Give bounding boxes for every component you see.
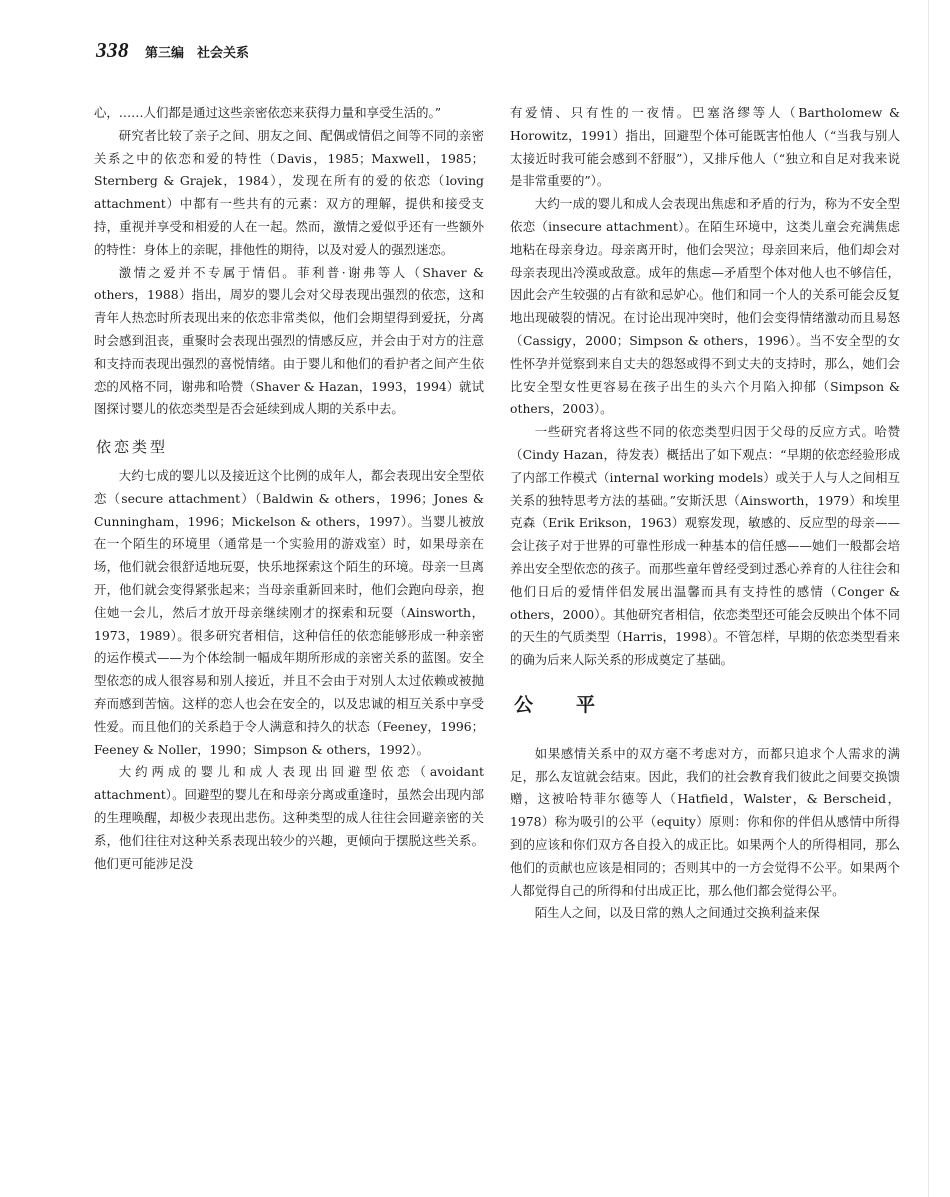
part-title: 第三编 社会关系 xyxy=(145,46,250,61)
section-heading-attachment-styles: 依恋类型 xyxy=(96,438,169,457)
section-heading-equity: 公 平 xyxy=(514,693,608,716)
paragraph: 陌生人之间，以及日常的熟人之间通过交换利益来保 xyxy=(534,905,820,921)
page-edge-rule xyxy=(928,0,929,1197)
paragraph: 大约两成的婴儿和成人表现出回避型依恋（avoidant attachment）。回避型的婴儿在和母亲分离或重逢时，虽然会出现内部的生理唤醒，却极少表现出悲伤。这种类型的成人往往会回避亲密的关系，他们往往对这种关系表现出较少的兴趣，更倾向于摆脱这些关系。他们更可能涉足没 xyxy=(94,764,484,871)
running-header xyxy=(96,38,249,63)
paragraph: 激情之爱并不专属于情侣。菲利普·谢弗等人（Shaver & others，1988）指出，周岁的婴儿会对父母表现出强烈的依恋，这和青年人热恋时所表现出来的依恋非常类似，他们会期望得到爱抚，分离时会感到沮丧，重聚时会表现出强烈的情感反应，并会由于对方的注意和支持而表现出强烈的喜悦情绪。由于婴儿和他们的看护者之间产生依恋的风格不同，谢弗和哈赞（Shaver & Hazan，1993，1994）就试图探讨婴儿的依恋类型是否会延续到成人期的关系中去。 xyxy=(94,264,484,417)
left-column xyxy=(94,102,484,875)
paragraph: 大约七成的婴儿以及接近这个比例的成年人，都会表现出安全型依恋（secure attachment）（Baldwin & others，1996；Jones & Cunningham，1996；Mickelson & others，1997）。当婴儿被放在一个陌生的环境里（通常是一个实验用的游戏室）时，如果母亲在场，他们就会很舒适地玩耍，快乐地探索这个陌生的环境。母亲一旦离开，他们就会变得紧张起来；当母亲重新回来时，他们会跑向母亲，抱住她一会儿，然后才放开母亲继续刚才的探索和玩耍（Ainsworth，1973，1989）。很多研究者相信，这种信任的依恋能够形成一种亲密的运作模式——为个体绘制一幅成年期所形成的亲密关系的蓝图。安全型依恋的成人很容易和别人接近，并且不会由于对别人太过依赖或被抛弃而感到苦恼。这样的恋人也会在安全的，以及忠诚的相互关系中享受性爱。而且他们的关系趋于令人满意和持久的状态（Feeney，1996；Feeney & Noller，1990；Simpson & others，1992）。 xyxy=(94,467,484,757)
paragraph: 心，……人们都是通过这些亲密依恋来获得力量和享受生活的。” xyxy=(94,105,442,120)
right-column xyxy=(510,102,900,925)
paragraph: 一些研究者将这些不同的依恋类型归因于父母的反应方式。哈赞（Cindy Hazan，待发表）概括出了如下观点：“早期的依恋经验形成了内部工作模式（internal working models）或关于人与人之间相互关系的独特思考方法的基础。”安斯沃思（Ainsworth，1979）和埃里克森（Erik Erikson，1963）观察发现，敏感的、反应型的母亲——会让孩子对于世界的可靠性形成一种基本的信任感——她们一般都会培养出安全型依恋的孩子。而那些童年曾经受到过悉心养育的人往往会和他们日后的爱情伴侣发展出温馨而具有支持性的感情（Conger & others，2000）。其他研究者相信，依恋类型还可能会反映出个体不同的天生的气质类型（Harris，1998）。不管怎样，早期的依恋类型看来的确为后来人际关系的形成奠定了基础。 xyxy=(510,424,900,668)
page-number: 338 xyxy=(96,38,129,62)
paragraph: 有爱情、只有性的一夜情。巴塞洛缪等人（Bartholomew & Horowitz，1991）指出，回避型个体可能既害怕他人（“当我与别人太接近时我可能会感到不舒服”），又排斥他人（“独立和自足对我来说是非常重要的”）。 xyxy=(510,105,900,189)
paragraph: 如果感情关系中的双方毫不考虑对方，而都只追求个人需求的满足，那么友谊就会结束。因此，我们的社会教育我们彼此之间要交换馈赠，这被哈特菲尔德等人（Hatfield，Walster，& Berscheid，1978）称为吸引的公平（equity）原则：你和你的伴侣从感情中所得到的应该和你们双方各自投入的成正比。如果两个人的所得相同，那么他们的贡献也应该是相同的；否则其中的一方会觉得不公平。如果两个人都觉得自己的所得和付出成正比，那么他们都会觉得公平。 xyxy=(510,745,900,898)
paragraph: 研究者比较了亲子之间、朋友之间、配偶或情侣之间等不同的亲密关系之中的依恋和爱的特性（Davis，1985；Maxwell，1985；Sternberg & Grajek，1984），发现在所有的爱的依恋（loving attachment）中都有一些共有的元素：双方的理解，提供和接受支持，重视并享受和相爱的人在一起。然而，激情之爱似乎还有一些额外的特性：身体上的亲昵，排他性的期待，以及对爱人的强烈迷恋。 xyxy=(94,127,484,257)
paragraph: 大约一成的婴儿和成人会表现出焦虑和矛盾的行为，称为不安全型依恋（insecure attachment）。在陌生环境中，这类儿童会充满焦虑地粘在母亲身边。母亲离开时，他们会哭泣；母亲回来后，他们却会对母亲表现出冷漠或敌意。成年的焦虑—矛盾型个体对他人也不够信任，因此会产生较强的占有欲和忌妒心。他们和同一个人的关系可能会反复地出现破裂的情况。在讨论出现冲突时，他们会变得情绪激动而且易怒（Cassigy，2000；Simpson & others，1996）。当不安全型的女性怀孕并觉察到来自丈夫的怨怒或得不到丈夫的支持时，那么，她们会比安全型女性更容易在孩子出生的头六个月陷入抑郁（Simpson & others，2003）。 xyxy=(510,196,900,417)
